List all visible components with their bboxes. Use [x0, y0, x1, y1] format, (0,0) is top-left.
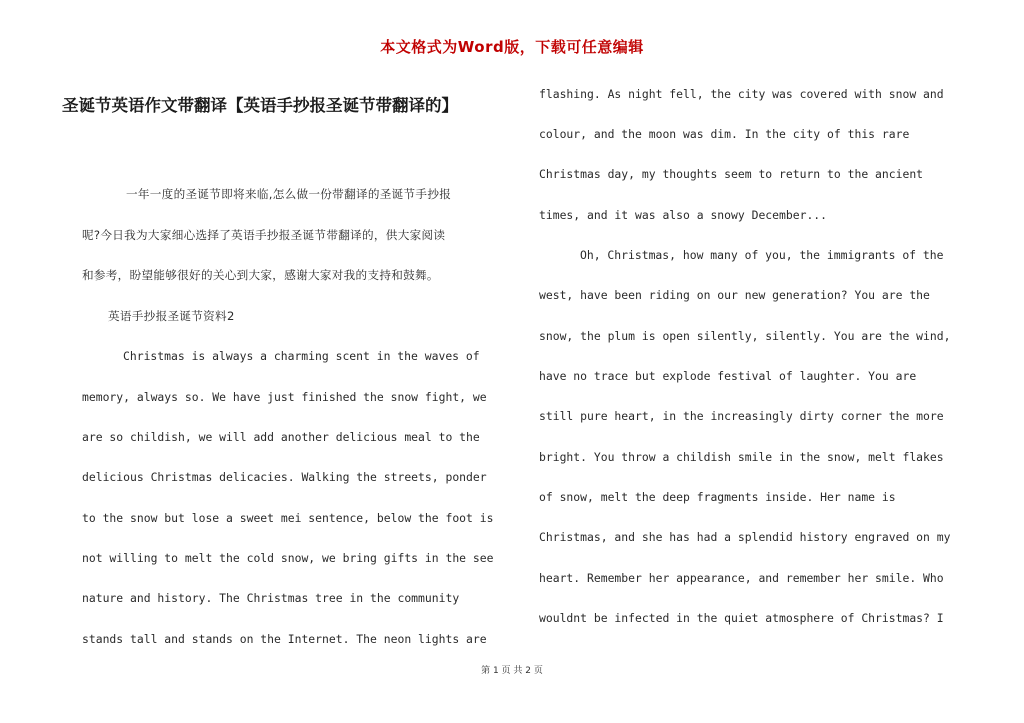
body-line: delicious Christmas delicacies. Walking the streets, ponder: [82, 470, 487, 484]
article-title: 圣诞节英语作文带翻译【英语手抄报圣诞节带翻译的】: [62, 96, 458, 115]
body-line: have no trace but explode festival of laughter. You are: [539, 369, 917, 383]
body-line: bright. You throw a childish smile in the snow, melt flakes: [539, 450, 944, 464]
section-subheading: 英语手抄报圣诞节资料2: [108, 309, 235, 323]
body-line: memory, always so. We have just finished the snow fight, we: [82, 390, 487, 404]
intro-line: 呢?今日我为大家细心选择了英语手抄报圣诞节带翻译的，供大家阅读: [82, 228, 446, 242]
body-line: flashing. As night fell, the city was covered with snow and: [539, 87, 944, 101]
body-line: stands tall and stands on the Internet. The neon lights are: [82, 632, 487, 646]
body-line: wouldnt be infected in the quiet atmosphere of Christmas? I: [539, 611, 944, 625]
body-line: not willing to melt the cold snow, we bring gifts in the see: [82, 551, 494, 565]
body-line: colour, and the moon was dim. In the city of this rare: [539, 127, 910, 141]
body-line: of snow, melt the deep fragments inside. Her name is: [539, 490, 896, 504]
body-line: still pure heart, in the increasingly dirty corner the more: [539, 409, 944, 423]
body-line: snow, the plum is open silently, silently. You are the wind,: [539, 329, 951, 343]
intro-line: 一年一度的圣诞节即将来临,怎么做一份带翻译的圣诞节手抄报: [126, 187, 452, 201]
body-line: Christmas day, my thoughts seem to return to the ancient: [539, 167, 924, 181]
body-line: heart. Remember her appearance, and remember her smile. Who: [539, 571, 944, 585]
body-line: west, have been riding on our new generation? You are the: [539, 288, 930, 302]
body-line: Christmas, and she has had a splendid history engraved on my: [539, 530, 951, 544]
body-line: Christmas is always a charming scent in the waves of: [123, 349, 480, 363]
body-line: are so childish, we will add another delicious meal to the: [82, 430, 480, 444]
page-number-footer: 第 1 页 共 2 页: [481, 666, 543, 676]
body-line: times, and it was also a snowy December...: [539, 208, 828, 222]
body-line: nature and history. The Christmas tree in the community: [82, 591, 460, 605]
intro-line: 和参考，盼望能够很好的关心到大家，感谢大家对我的支持和鼓舞。: [82, 268, 439, 282]
body-line: to the snow but lose a sweet mei sentence, below the foot is: [82, 511, 494, 525]
download-notice-banner: 本文格式为Word版，下载可任意编辑: [380, 38, 644, 56]
body-line: Oh, Christmas, how many of you, the immigrants of the: [580, 248, 944, 262]
